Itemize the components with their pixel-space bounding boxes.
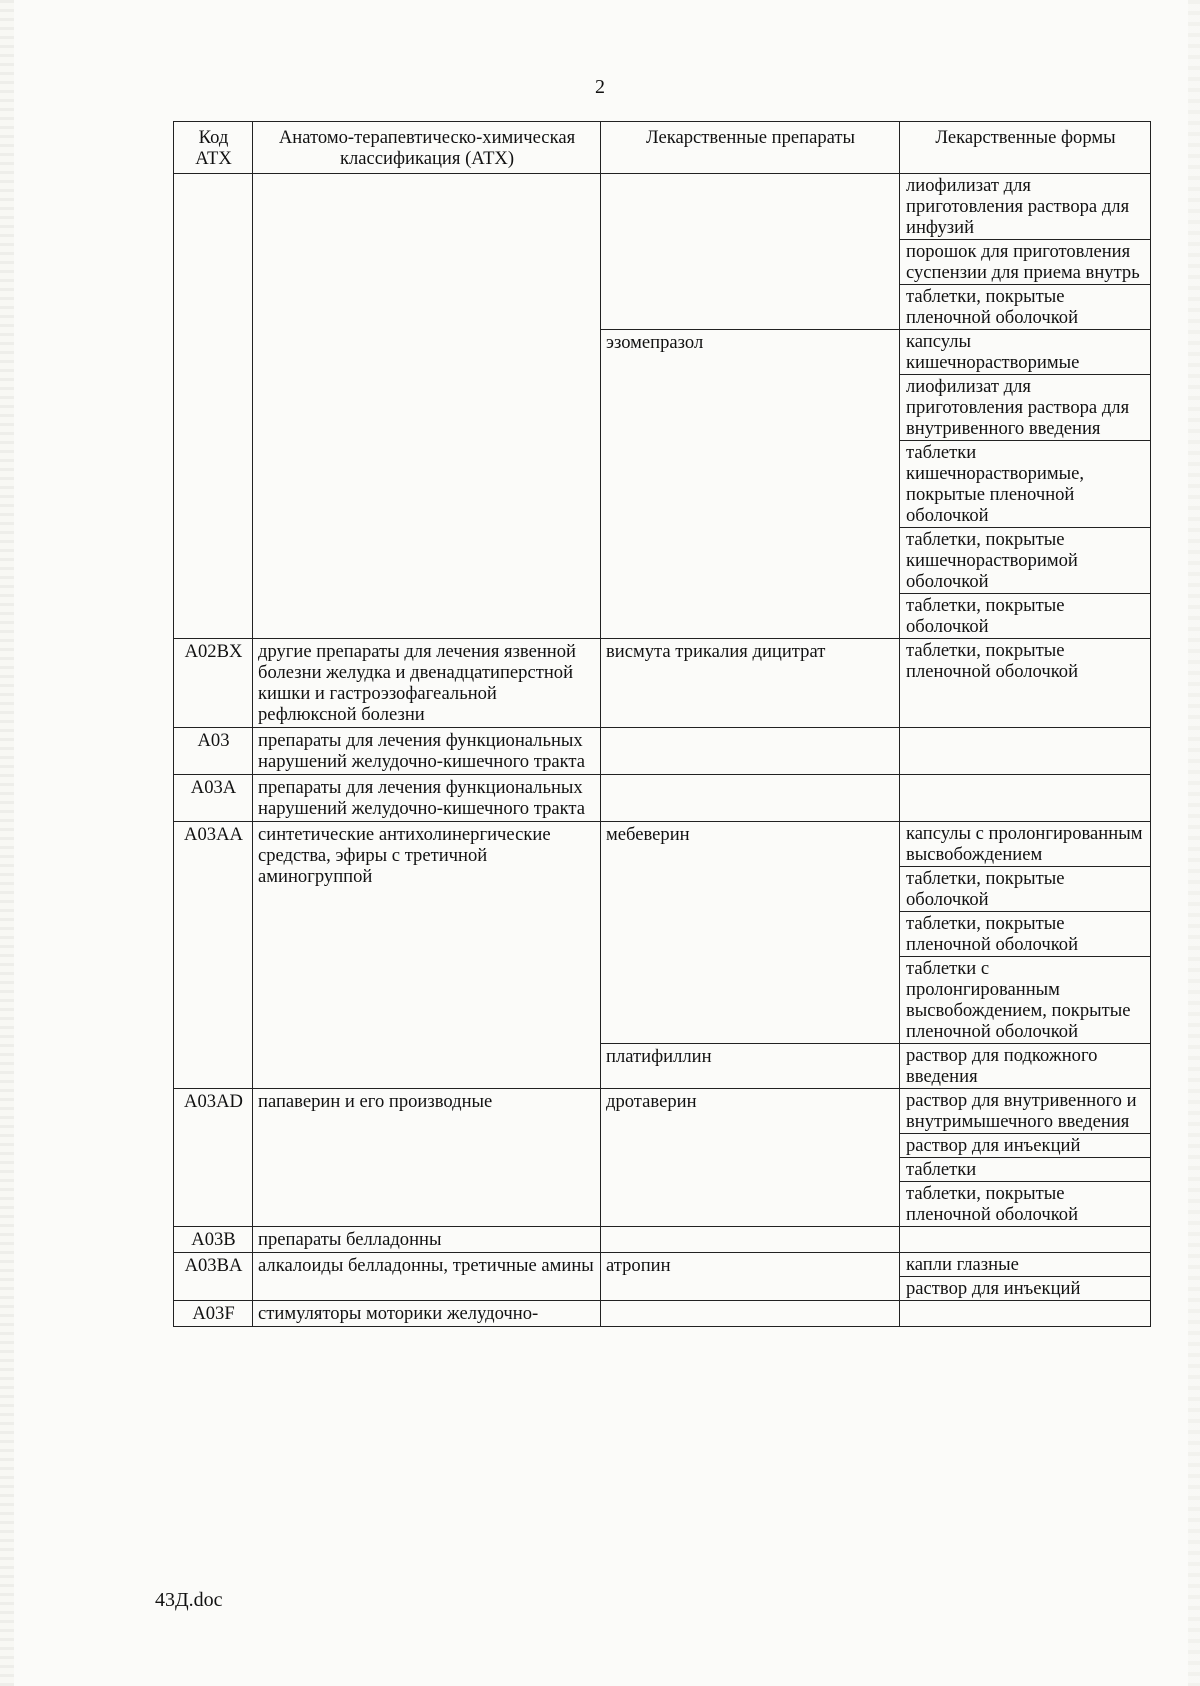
table-row [174, 822, 1151, 867]
header-code: Код АТХ [174, 122, 253, 174]
drug-cell: дротаверин [601, 1089, 900, 1227]
atc-cell [253, 174, 601, 639]
drug-cell [601, 775, 900, 822]
header-drugs: Лекарственные препараты [601, 122, 900, 174]
drug-cell [601, 174, 900, 330]
atc-cell: другие препараты для лечения язвенной болезни желудка и двенадцатиперстной кишки и гастроэзофагеальной рефлюксной болезни [253, 639, 601, 728]
form-cell [900, 1227, 1151, 1253]
form-cell: капли глазные [900, 1253, 1151, 1277]
code-cell: A03BA [174, 1253, 253, 1301]
header-atc: Анатомо-терапевтическо-химическая классификация (АТХ) [253, 122, 601, 174]
atc-cell: препараты для лечения функциональных нарушений желудочно-кишечного тракта [253, 728, 601, 775]
form-cell [900, 775, 1151, 822]
table-row [174, 1253, 1151, 1277]
atx-table [173, 121, 1151, 1327]
code-cell: A03F [174, 1301, 253, 1327]
form-cell [900, 1301, 1151, 1327]
drug-cell [601, 728, 900, 775]
drug-cell: платифиллин [601, 1044, 900, 1089]
form-cell: таблетки, покрытые оболочкой [900, 594, 1151, 639]
form-cell: таблетки, покрытые пленочной оболочкой [900, 639, 1151, 728]
footer-filename: 43Д.doc [155, 1589, 223, 1611]
table-row [174, 1089, 1151, 1134]
form-cell [900, 728, 1151, 775]
form-cell: таблетки [900, 1158, 1151, 1182]
drug-cell [601, 1227, 900, 1253]
form-cell: раствор для подкожного введения [900, 1044, 1151, 1089]
form-cell: таблетки с пролонгированным высвобождением, покрытые пленочной оболочкой [900, 957, 1151, 1044]
page-number: 2 [595, 76, 605, 98]
form-cell: раствор для внутривенного и внутримышечного введения [900, 1089, 1151, 1134]
code-cell: A03B [174, 1227, 253, 1253]
table-header-row [174, 122, 1151, 174]
code-cell: A03AD [174, 1089, 253, 1227]
drug-cell: эзомепразол [601, 330, 900, 639]
table-row [174, 728, 1151, 775]
code-cell [174, 174, 253, 639]
code-cell: A03A [174, 775, 253, 822]
form-cell: таблетки, покрытые оболочкой [900, 867, 1151, 912]
atc-cell: препараты белладонны [253, 1227, 601, 1253]
atc-cell: синтетические антихолинергические средства, эфиры с третичной аминогруппой [253, 822, 601, 1089]
form-cell: таблетки, покрытые пленочной оболочкой [900, 1182, 1151, 1227]
table-row [174, 1227, 1151, 1253]
drug-cell: мебеверин [601, 822, 900, 1044]
table-row [174, 775, 1151, 822]
form-cell: таблетки, покрытые пленочной оболочкой [900, 285, 1151, 330]
form-cell: таблетки, покрытые пленочной оболочкой [900, 912, 1151, 957]
atc-cell: папаверин и его производные [253, 1089, 601, 1227]
form-cell: лиофилизат для приготовления раствора для внутривенного введения [900, 375, 1151, 441]
form-cell: таблетки кишечнорастворимые, покрытые пленочной оболочкой [900, 441, 1151, 528]
form-cell: таблетки, покрытые кишечнорастворимой оболочкой [900, 528, 1151, 594]
table-row [174, 174, 1151, 240]
form-cell: раствор для инъекций [900, 1134, 1151, 1158]
atc-cell: алкалоиды белладонны, третичные амины [253, 1253, 601, 1301]
code-cell: A02BX [174, 639, 253, 728]
form-cell: капсулы с пролонгированным высвобождением [900, 822, 1151, 867]
atc-cell: препараты для лечения функциональных нарушений желудочно-кишечного тракта [253, 775, 601, 822]
table-row [174, 639, 1151, 728]
form-cell: раствор для инъекций [900, 1277, 1151, 1301]
drug-cell: атропин [601, 1253, 900, 1301]
scan-edge-right [1188, 0, 1200, 1686]
drug-cell: висмута трикалия дицитрат [601, 639, 900, 728]
table-row [174, 1301, 1151, 1327]
header-forms: Лекарственные формы [900, 122, 1151, 174]
form-cell: порошок для приготовления суспензии для приема внутрь [900, 240, 1151, 285]
code-cell: A03 [174, 728, 253, 775]
scan-edge-left [0, 0, 14, 1686]
form-cell: лиофилизат для приготовления раствора для инфузий [900, 174, 1151, 240]
code-cell: A03AA [174, 822, 253, 1089]
atc-cell: стимуляторы моторики желудочно- [253, 1301, 601, 1327]
form-cell: капсулы кишечнорастворимые [900, 330, 1151, 375]
drug-cell [601, 1301, 900, 1327]
